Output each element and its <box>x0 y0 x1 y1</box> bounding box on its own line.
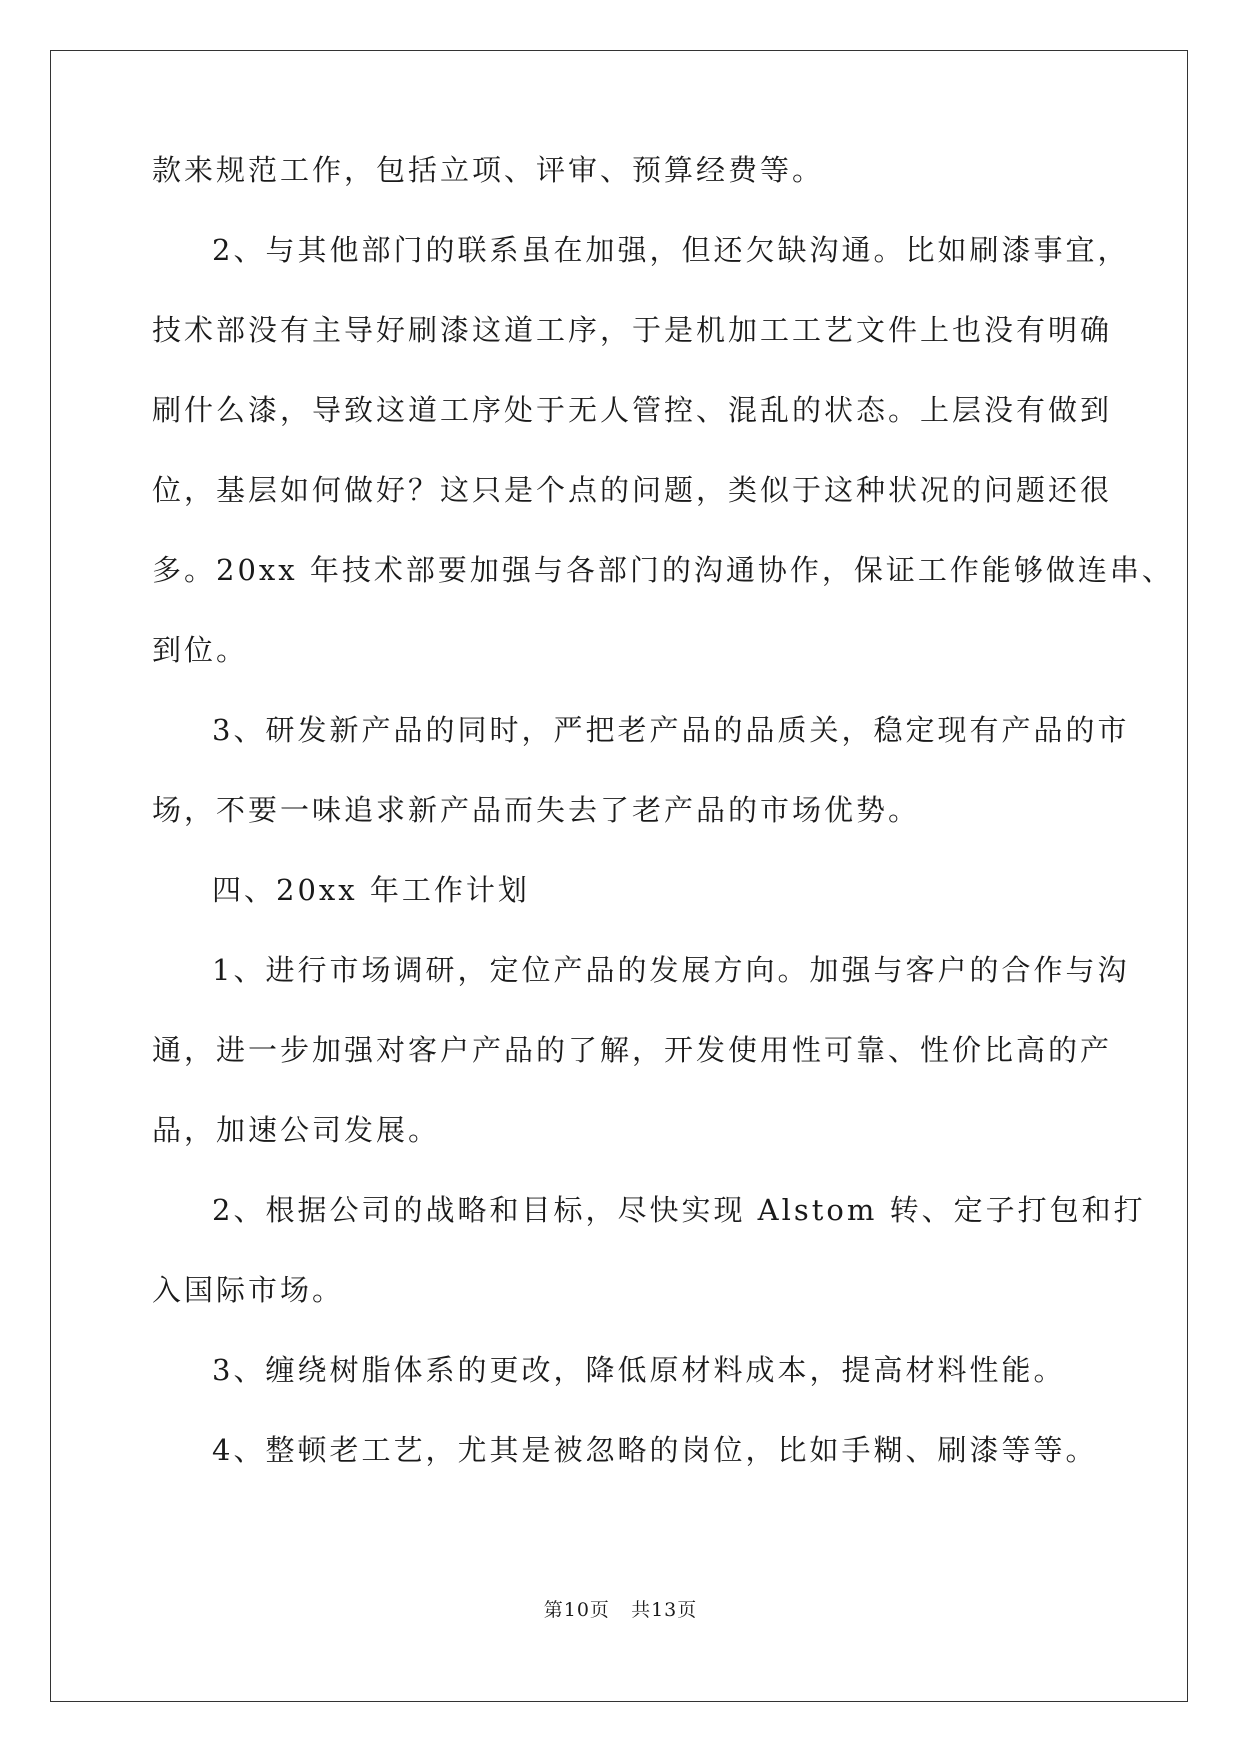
page-footer <box>0 1597 1241 1623</box>
text-line: 多。20xx 年技术部要加强与各部门的沟通协作，保证工作能够做连串、 <box>152 553 1174 587</box>
text-line: 到位。 <box>152 633 249 667</box>
text-line: 位，基层如何做好？这只是个点的问题，类似于这种状况的问题还很 <box>152 473 1113 507</box>
text-line: 场，不要一味追求新产品而失去了老产品的市场优势。 <box>152 793 921 827</box>
paragraph-first-line: 2、根据公司的战略和目标，尽快实现 Alstom 转、定子打包和打 <box>212 1193 1146 1227</box>
text-line: 款来规范工作，包括立项、评审、预算经费等。 <box>152 153 825 187</box>
paragraph-first-line: 3、研发新产品的同时，严把老产品的品质关，稳定现有产品的市 <box>212 713 1130 747</box>
text-line: 入国际市场。 <box>152 1273 345 1307</box>
text-line: 品，加速公司发展。 <box>152 1113 441 1147</box>
paragraph-first-line: 3、缠绕树脂体系的更改，降低原材料成本，提高材料性能。 <box>212 1353 1066 1387</box>
section-heading: 四、20xx 年工作计划 <box>212 873 530 907</box>
text-line: 技术部没有主导好刷漆这道工序，于是机加工工艺文件上也没有明确 <box>152 313 1113 347</box>
text-line: 通，进一步加强对客户产品的了解，开发使用性可靠、性价比高的产 <box>152 1033 1113 1067</box>
page-number: 第10页 <box>543 1599 610 1621</box>
paragraph-first-line: 2、与其他部门的联系虽在加强，但还欠缺沟通。比如刷漆事宜， <box>212 233 1130 267</box>
paragraph-first-line: 1、进行市场调研，定位产品的发展方向。加强与客户的合作与沟 <box>212 953 1130 987</box>
page-total: 共13页 <box>631 1599 698 1621</box>
paragraph-first-line: 4、整顿老工艺，尤其是被忽略的岗位，比如手糊、刷漆等等。 <box>212 1433 1098 1467</box>
text-line: 刷什么漆，导致这道工序处于无人管控、混乱的状态。上层没有做到 <box>152 393 1113 427</box>
